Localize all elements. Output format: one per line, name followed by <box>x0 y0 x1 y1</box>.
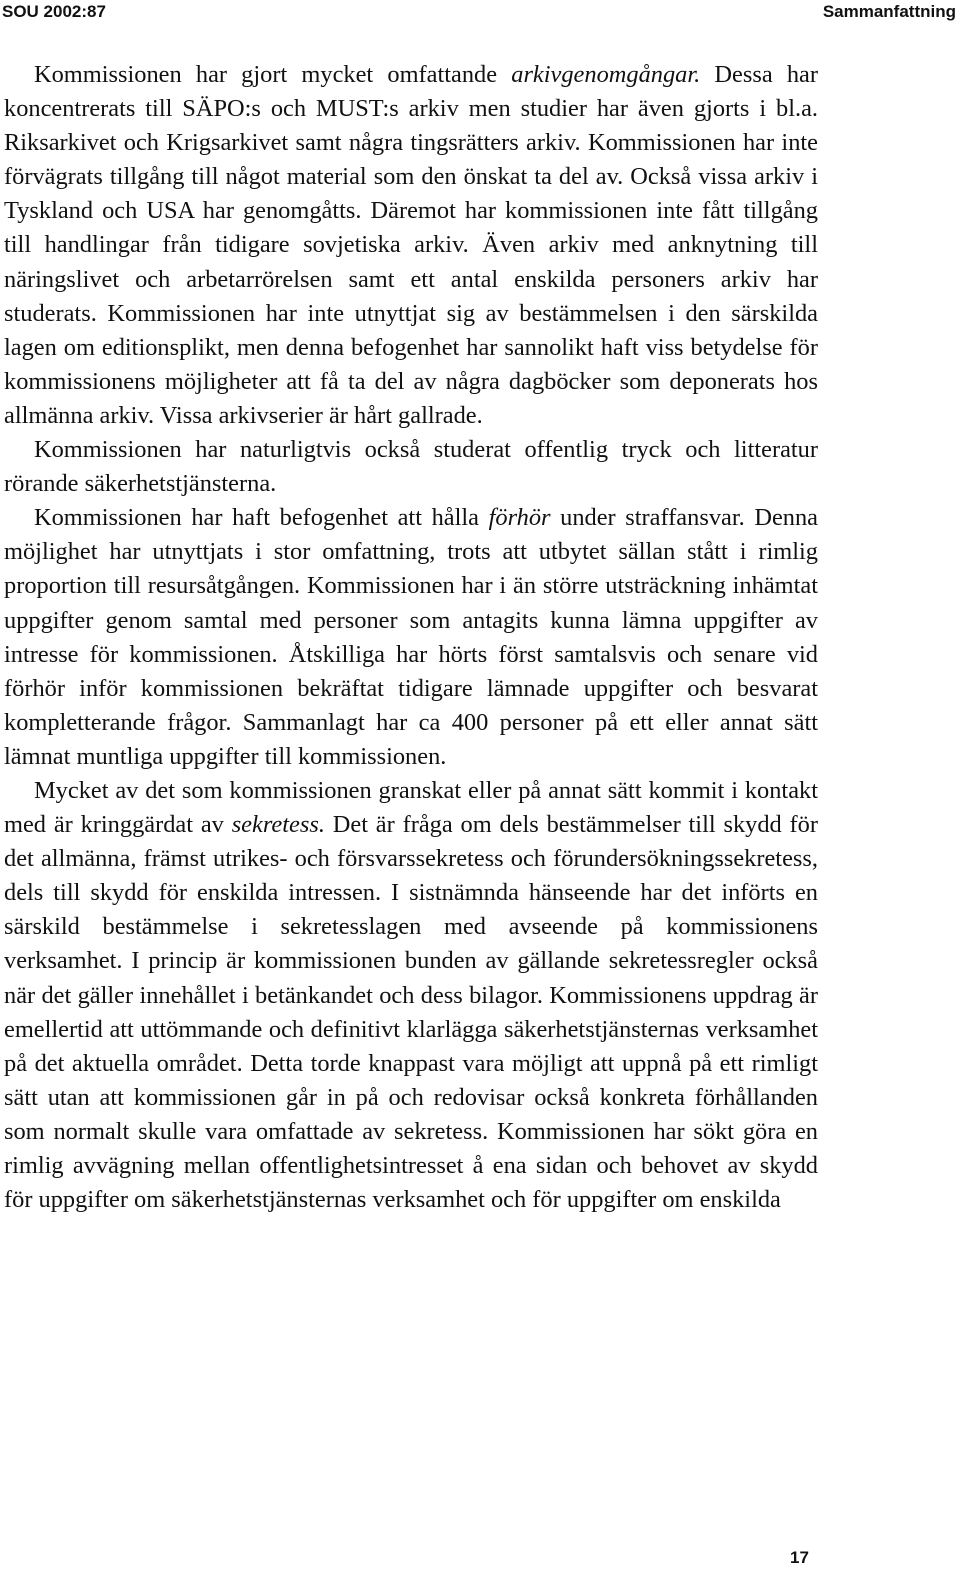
running-header <box>0 0 960 24</box>
italic-term: sekretess. <box>231 811 325 839</box>
italic-term: arkivgenomgångar. <box>511 61 701 88</box>
text-run: Kommissionen har naturligtvis också studerat offentlig tryck och litteratur rörande säkerhetstjänsterna. <box>4 436 818 498</box>
text-run: Kommissionen har gjort mycket omfattande <box>34 61 512 88</box>
section-title: Sammanfattning <box>822 2 956 21</box>
paragraph-hearings <box>4 501 818 774</box>
text-run: Mycket av det som kommissionen granskat eller på annat sätt kommit i kontakt med är kringgärdat av <box>4 776 818 839</box>
italic-term: förhör <box>488 504 551 532</box>
report-number: SOU 2002:87 <box>2 2 106 21</box>
paragraph-secrecy <box>4 774 818 1217</box>
paragraph-literature <box>4 433 818 501</box>
text-run: Dessa har koncentrerats till SÄPO:s och MUST:s arkiv men studier har även gjorts i bl.a. Riksarkivet och Krigsarkivet samt några tingsrätters arkiv. Kommissionen har inte förvägrats tillgång till något material som den önskat ta del av. Också vissa arkiv i Tyskland och USA har genomgåtts. Däremot har kommissionen inte fått tillgång till handlingar från tidigare sovjetiska arkiv. Även arkiv med anknytning till näringslivet och arbetarrörelsen samt ett antal enskilda personers arkiv har studerats. Kommissionen har inte utnyttjat sig av bestämmelsen i den särskilda lagen om editionsplikt, men denna befogenhet har sannolikt haft viss betydelse för kommissionens möjligheter att få ta del av några dagböcker som deponerats hos allmänna arkiv. Vissa arkivserier är hårt gallrade. <box>4 61 818 429</box>
text-run: Det är fråga om dels bestämmelser till skydd för det allmänna, främst utrikes- och försvarssekretess och förundersökningssekretess, dels till skydd för enskilda intressen. I sistnämnda hänseende har det införts en särskild bestämmelse i sekretesslagen med avseende på kommissionens verksamhet. I princip är kommissionen bunden av gällande sekretessregler också när det gäller innehållet i betänkandet och dess bilagor. Kommissionens uppdrag är emellertid att uttömmande och definitivt klarlägga säkerhetstjänsternas verksamhet på det aktuella området. Detta torde knappast vara möjligt att uppnå på ett rimligt sätt utan att kommissionen går in på och redovisar också konkreta förhållanden som normalt skulle vara omfattade av sekretess. Kommissionen har sökt göra en rimlig avvägning mellan offentlighetsintresset å ena sidan och behovet av skydd för uppgifter om säkerhetstjänsternas verksamhet och för uppgifter om enskilda <box>4 811 818 1214</box>
paragraph-archives <box>4 58 818 433</box>
page-number: 17 <box>790 1548 809 1567</box>
text-run: Kommissionen har haft befogenhet att hålla <box>34 504 489 532</box>
text-run: under straffansvar. Denna möjlighet har utnyttjats i stor omfattning, trots att utbytet sällan stått i rimlig proportion till resursåtgången. Kommissionen har i än större utsträckning inhämtat uppgifter genom samtal med personer som antagits kunna lämna uppgifter av intresse för kommissionen. Åtskilliga har hörts först samtalsvis och senare vid förhör inför kommissionen bekräftat tidigare lämnade uppgifter och besvarat kompletterande frågor. Sammanlagt har ca 400 personer på ett eller annat sätt lämnat muntliga uppgifter till kommissionen. <box>4 504 818 770</box>
body-text <box>4 58 818 1217</box>
